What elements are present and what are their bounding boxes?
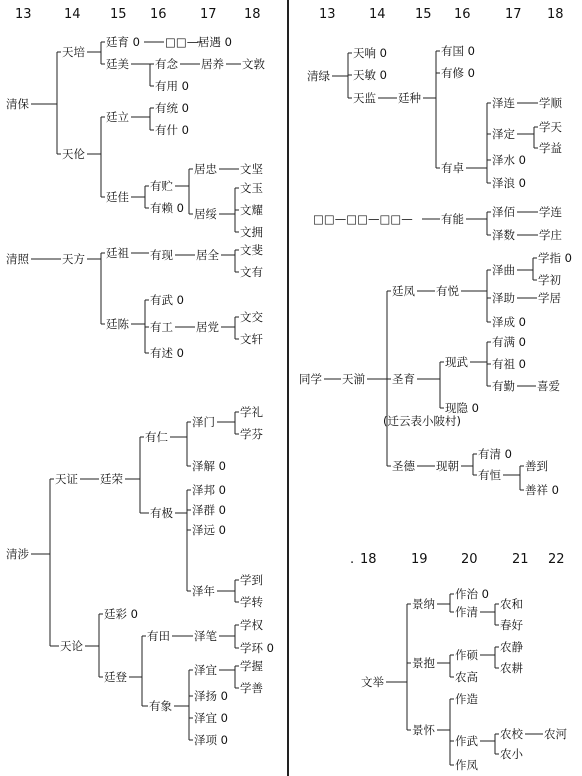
headers-right-lower <box>350 552 565 567</box>
node-tingchen: 廷陈 <box>106 317 129 331</box>
node-tianlun2: 天论 <box>60 639 83 653</box>
node-tianlun1: 天伦 <box>62 147 85 161</box>
node-wenjian: 文坚 <box>240 162 263 176</box>
node-zeshu: 泽数 <box>492 228 515 242</box>
node-juyang: 居养 <box>201 57 224 71</box>
node-xuezhuan: 学转 <box>240 595 263 609</box>
node-juyu: 居遇 0 <box>198 35 232 49</box>
node-xianchao: 现朝 <box>436 459 459 473</box>
node-tingzhong: 廷种 <box>398 91 421 105</box>
node-youwu: 有武 0 <box>150 293 184 307</box>
node-jingbao: 景抱 <box>412 656 435 670</box>
node-xuequan: 学权 <box>240 618 263 632</box>
node-xuetian: 学天 <box>539 120 562 134</box>
node-shanxiang: 善祥 0 <box>525 483 559 497</box>
node-zejie: 泽解 0 <box>192 459 226 473</box>
node-zebang: 泽邦 0 <box>192 483 226 497</box>
node-tingrong: 廷荣 <box>100 472 123 486</box>
header-gen-15: 15 <box>110 7 127 22</box>
node-wenxuan: 文轩 <box>240 332 263 346</box>
header-gen-19: 19 <box>411 552 428 567</box>
node-wenyou: 文有 <box>240 265 263 279</box>
header-gen-13: 13 <box>15 7 32 22</box>
node-zeyuan: 泽远 0 <box>192 523 226 537</box>
header-gen-18: 18 <box>360 552 377 567</box>
node-zebi: 泽笔 <box>194 629 217 643</box>
node-youguo: 有国 0 <box>441 44 475 58</box>
node-tianyong: 天湔 <box>342 372 365 386</box>
node-xuehuan: 学环 0 <box>240 641 274 655</box>
node-youshu: 有述 0 <box>150 346 184 360</box>
header-gen-17: 17 <box>200 7 217 22</box>
node-youzhu: 有贮 <box>150 179 173 193</box>
node-zuofeng: 作凤 <box>455 758 478 772</box>
node-youzhuo: 有卓 <box>441 161 464 175</box>
node-jusui: 居绥 <box>194 207 217 221</box>
header-gen-15: 15 <box>415 7 432 22</box>
node-nongxiao: 农校 <box>500 727 523 741</box>
node-tingmei: 廷美 <box>106 57 129 71</box>
node-youshi: 有什 0 <box>155 123 189 137</box>
node-tianjian: 天监 <box>353 91 376 105</box>
node-youxiu: 有修 0 <box>441 66 475 80</box>
node-youxian: 有现 <box>150 248 173 262</box>
node-youneng: 有能 <box>441 212 464 226</box>
node-wenyu: 文玉 <box>240 181 263 195</box>
node-nonghao: 春好 <box>500 618 523 632</box>
node-youyue: 有悦 <box>436 284 459 298</box>
node-xuelian: 学连 <box>539 205 562 219</box>
node-nongxiao2: 农小 <box>500 747 523 761</box>
node-xueli: 学礼 <box>240 405 263 419</box>
node-jinghuai: 景怀 <box>412 723 435 737</box>
node-zelian: 泽连 <box>492 96 515 110</box>
node-xiai: 喜爱 <box>537 379 560 393</box>
node-zuowu: 作武 <box>455 734 478 748</box>
node-zeyang: 泽扬 0 <box>194 689 228 703</box>
node-tingcai: 廷彩 0 <box>104 607 138 621</box>
node-zexiang: 泽项 0 <box>194 733 228 747</box>
header-gen-16: 16 <box>150 7 167 22</box>
node-youlai: 有赖 0 <box>150 201 184 215</box>
node-shandao: 善到 <box>525 459 548 473</box>
node-xuezhi: 学指 0 <box>538 251 572 265</box>
node-youji: 有极 <box>150 506 173 520</box>
node-qinglv: 清绿 <box>307 69 330 83</box>
location-note: (迁云表小陂村) <box>383 414 461 428</box>
node-zeshui: 泽水 0 <box>492 153 526 167</box>
node-zuoshuo: 作硕 <box>455 648 478 662</box>
node-wenju: 文举 <box>361 675 384 689</box>
node-youqin: 有勤 <box>492 379 515 393</box>
node-gaps: □□—□□—□□— <box>313 212 413 226</box>
node-juzhong: 居忠 <box>194 162 217 176</box>
node-wenmin: 文敦 <box>242 57 265 71</box>
node-tingyu: 廷育 0 <box>106 35 140 49</box>
header-gen-13: 13 <box>319 7 336 22</box>
headers-left <box>15 7 261 22</box>
node-tingfeng: 廷凤 <box>392 284 415 298</box>
node-zecheng: 泽成 0 <box>492 315 526 329</box>
node-juquan: 居全 <box>196 248 219 262</box>
node-tingdeng: 廷登 <box>104 670 127 684</box>
node-zeyi2: 泽宜 0 <box>194 711 228 725</box>
node-zeyi1: 泽宜 <box>194 663 217 677</box>
node-nongjing: 农静 <box>500 640 523 654</box>
node-qingzhao: 清照 <box>6 252 29 266</box>
node-shengde: 圣德 <box>392 459 415 473</box>
node-zezhu: 泽助 <box>492 291 515 305</box>
node-zuozao: 作造 <box>455 692 478 706</box>
node-shengyu: 圣育 <box>392 372 415 386</box>
header-gen-18: 18 <box>244 7 261 22</box>
node-zequn: 泽群 0 <box>192 503 226 517</box>
node-zequ: 泽曲 <box>492 263 515 277</box>
dot-marker: . <box>350 552 355 567</box>
node-zebai: 泽佰 <box>492 205 515 219</box>
node-xuefen: 学芬 <box>240 427 263 441</box>
node-youyong: 有用 0 <box>155 79 189 93</box>
node-xuezhuang: 学庄 <box>539 228 562 242</box>
node-wenfei: 文斐 <box>240 243 263 257</box>
node-qingshe: 清涉 <box>6 547 29 561</box>
node-youman: 有满 0 <box>492 335 526 349</box>
node-youzu: 有祖 0 <box>492 357 526 371</box>
node-qingbao: 清保 <box>6 97 29 111</box>
node-xianwu: 现武 <box>445 355 468 369</box>
node-xuechu: 学初 <box>538 273 561 287</box>
header-gen-21: 21 <box>512 552 529 567</box>
header-gen-17: 17 <box>505 7 522 22</box>
node-zeding: 泽定 <box>492 127 515 141</box>
node-nonggao: 农高 <box>455 670 478 684</box>
headers-right <box>319 7 564 22</box>
node-judang: 居党 <box>196 320 219 334</box>
node-xuedao: 学到 <box>240 573 263 587</box>
node-xueshun: 学顺 <box>539 96 562 110</box>
node-xianyin: 现隐 0 <box>445 401 479 415</box>
node-youren: 有仁 <box>145 430 168 444</box>
node-tingli: 廷立 <box>106 110 129 124</box>
node-zemen: 泽门 <box>192 415 215 429</box>
node-youheng: 有恒 <box>478 468 501 482</box>
node-wenjiao: 文交 <box>240 310 263 324</box>
node-younian: 有念 <box>155 57 178 71</box>
node-xuewo: 学握 <box>240 659 263 673</box>
header-gen-16: 16 <box>454 7 471 22</box>
node-tingjia: 廷佳 <box>106 190 129 204</box>
node-tianxiang: 天响 0 <box>353 46 387 60</box>
node-zenian: 泽年 <box>192 584 215 598</box>
node-youqing: 有清 0 <box>478 447 512 461</box>
node-wenyao: 文耀 <box>240 203 263 217</box>
node-tianpei: 天培 <box>62 45 85 59</box>
node-nonggeng: 农耕 <box>500 661 523 675</box>
node-xueyi: 学益 <box>539 141 562 155</box>
node-zuoqing: 作清 <box>455 605 478 619</box>
node-youtian: 有田 <box>147 629 170 643</box>
node-nonghe: 农和 <box>500 597 523 611</box>
node-tianfang: 天方 <box>62 252 85 266</box>
node-wenyong: 文拥 <box>240 225 263 239</box>
header-gen-20: 20 <box>461 552 478 567</box>
node-gap1: □□— <box>165 35 199 49</box>
header-gen-14: 14 <box>64 7 81 22</box>
node-xueshan: 学善 <box>240 681 263 695</box>
node-tianmin: 天敏 0 <box>353 68 387 82</box>
node-zelang: 泽浪 0 <box>492 176 526 190</box>
node-youtong: 有统 0 <box>155 101 189 115</box>
node-jingna: 景纳 <box>412 597 435 611</box>
node-youxiang: 有象 <box>149 699 172 713</box>
node-xueju: 学居 <box>538 291 561 305</box>
header-gen-22: 22 <box>548 552 565 567</box>
node-tianzheng: 天证 <box>55 472 78 486</box>
node-zuozhi: 作治 0 <box>455 587 489 601</box>
node-nonghe2: 农河 <box>544 727 567 741</box>
header-gen-14: 14 <box>369 7 386 22</box>
header-gen-18: 18 <box>547 7 564 22</box>
node-yougong: 有工 <box>150 320 173 334</box>
node-tingzu: 廷祖 <box>106 246 129 260</box>
node-tongxue: 同学 <box>299 372 322 386</box>
